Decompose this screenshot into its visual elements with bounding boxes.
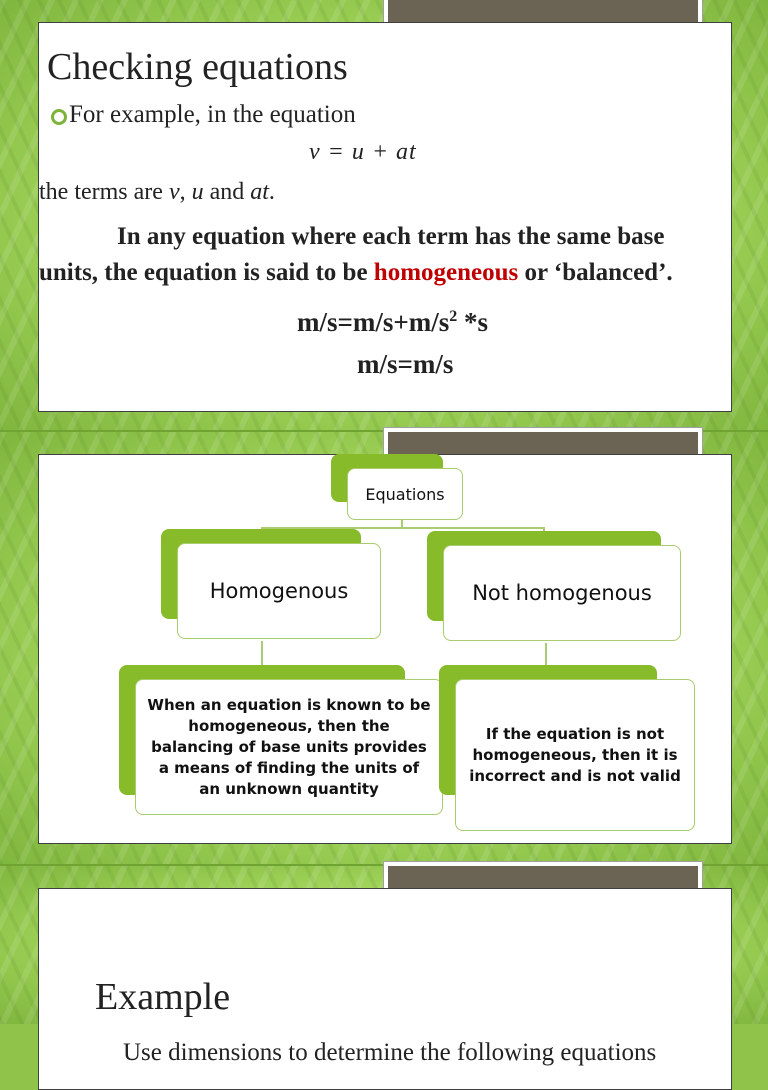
homogeneous-highlight: homogeneous	[373, 259, 519, 286]
slide-2-content-panel	[38, 454, 732, 844]
bullet-text: For example, in the equation	[69, 101, 356, 128]
definition-part-1: In any equation where each term has the same base units, the equation is said to be	[39, 223, 665, 286]
slide-3-content-panel	[38, 888, 732, 1090]
definition-part-2: or ‘balanced’.	[518, 259, 673, 286]
units-exponent: 2	[449, 308, 458, 325]
terms-sep: ,	[179, 179, 192, 205]
units-equation-1	[297, 307, 488, 338]
terms-and: and	[203, 179, 251, 205]
units-equation-2: m/s=m/s	[357, 349, 454, 379]
terms-line	[39, 179, 275, 206]
slide-2	[0, 432, 768, 866]
slide-3	[0, 866, 768, 1066]
homogeneous-definition	[39, 219, 729, 291]
homogenous-description: When an equation is known to be homogeneous, then the balancing of base units provides a means of finding the units of an unknown quantity	[135, 679, 443, 815]
partial-text-line: Use dimensions to determine the following equations	[123, 1039, 657, 1066]
units-1a: m/s=m/s+m/s	[297, 307, 450, 337]
term-v: v	[168, 179, 180, 205]
term-at: at	[250, 179, 269, 205]
slide-1-content-panel	[38, 22, 732, 412]
term-u: u	[191, 179, 204, 205]
slide-title: Example	[95, 976, 231, 1018]
slide-1	[0, 0, 768, 432]
not-homogenous-description: If the equation is not homogeneous, then it is incorrect and is not valid	[455, 679, 695, 831]
not-homogenous-node: Not homogenous	[443, 545, 681, 641]
equation: v = u + at	[309, 139, 417, 165]
units-1b: *s	[457, 307, 489, 337]
bullet-ring-icon	[51, 109, 67, 125]
root-node-equations: Equations	[347, 468, 463, 520]
slide-title: Checking equations	[47, 46, 348, 88]
terms-end: .	[268, 179, 275, 205]
homogenous-node: Homogenous	[177, 543, 381, 639]
terms-prefix: the terms are	[39, 179, 169, 205]
